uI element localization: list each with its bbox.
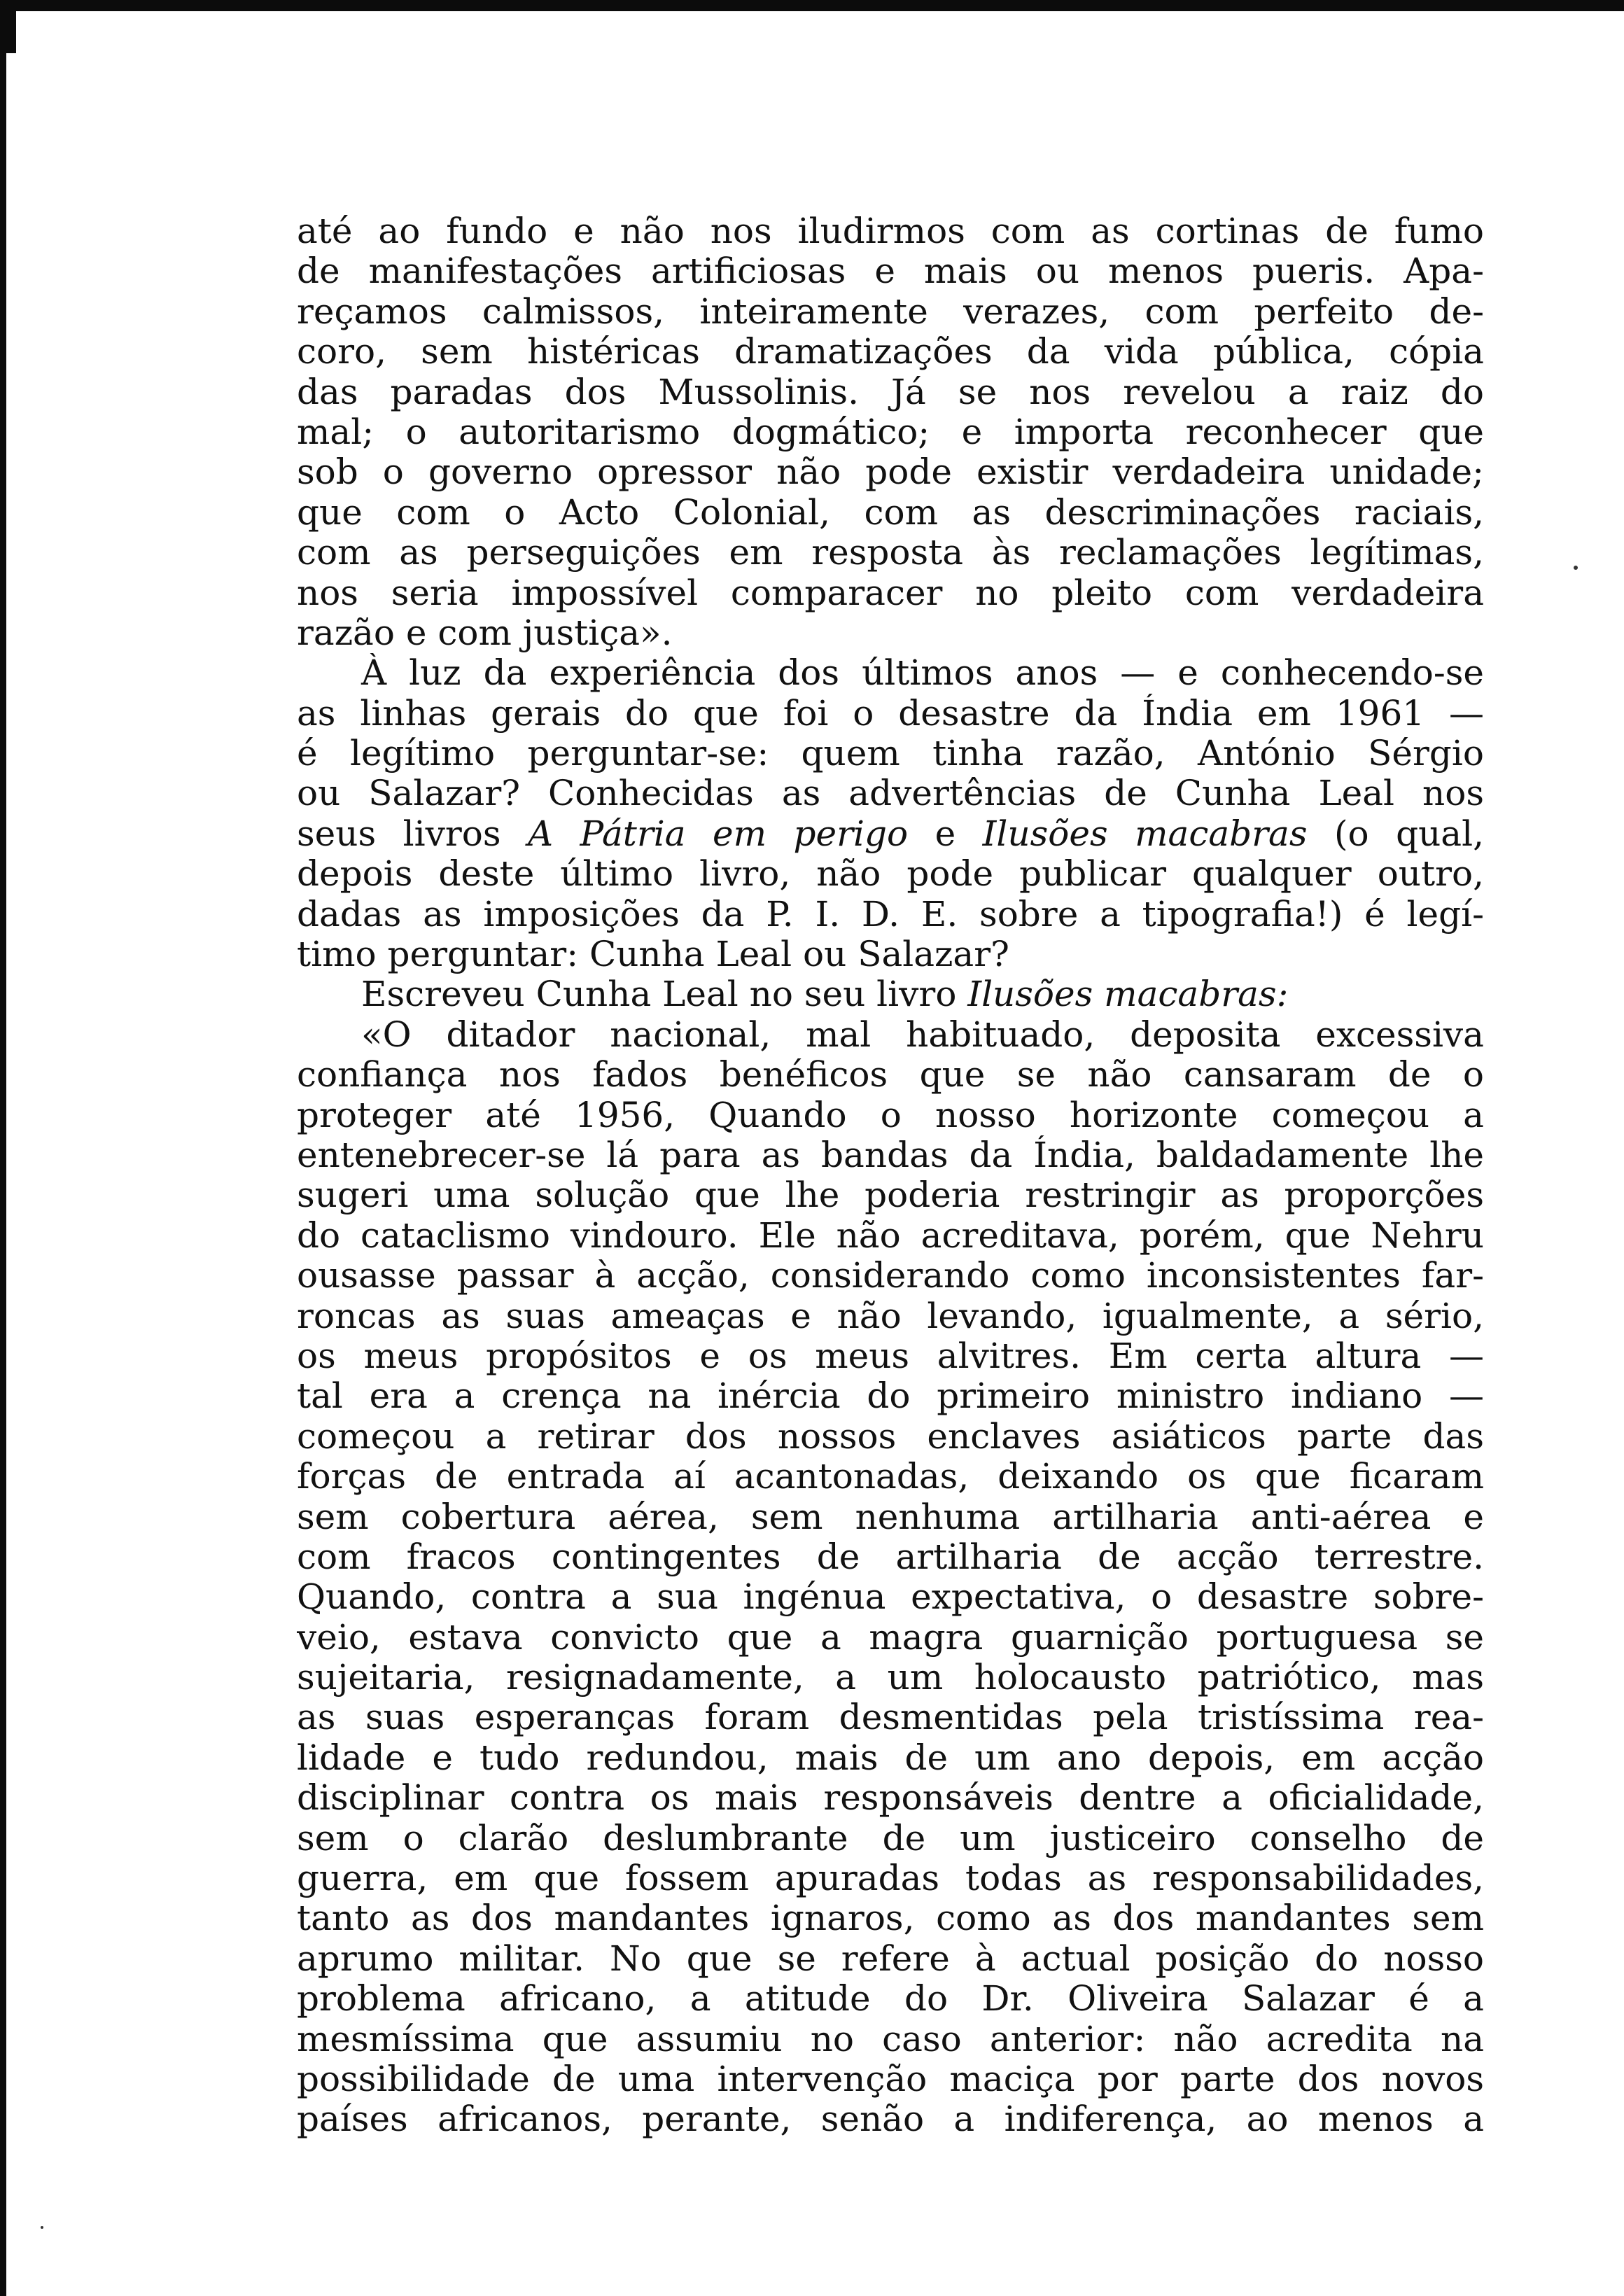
- italic-title: Ilusões macabras: [982, 813, 1308, 854]
- scan-speck: [41, 2226, 43, 2229]
- text-line: com fracos contingentes de artilharia de acção terrestre.: [297, 1536, 1484, 1577]
- text-line: países africanos, perante, senão a indiferença, ao menos a: [297, 2099, 1484, 2140]
- text-line: razão e com justiça».: [297, 612, 673, 653]
- text-line: possibilidade de uma intervenção maciça por parte dos novos: [297, 2059, 1484, 2099]
- text-line: coro, sem histéricas dramatizações da vida pública, cópia: [297, 332, 1484, 372]
- text-line: [297, 974, 1484, 1014]
- text-line: do cataclismo vindouro. Ele não acreditava, porém, que Nehru: [297, 1215, 1484, 1256]
- text-line: começou a retirar dos nossos enclaves asiáticos parte das: [297, 1416, 1484, 1457]
- text-line: sujeitaria, resignadamente, a um holocausto patriótico, mas: [297, 1658, 1484, 1698]
- scan-speck: [1574, 566, 1578, 570]
- text-line: ou Salazar? Conhecidas as advertências de Cunha Leal nos: [297, 774, 1484, 814]
- text-line: sugeri uma solução que lhe poderia restringir as proporções: [297, 1175, 1484, 1216]
- scan-top-border: [0, 0, 1624, 11]
- text-line: de manifestações artificiosas e mais ou menos pueris. Apa-: [297, 251, 1484, 292]
- text-line: À luz da experiência dos últimos anos — e conhecendo-se: [361, 653, 1484, 694]
- scan-corner-mark: [6, 11, 16, 53]
- text-line: tanto as dos mandantes ignaros, como as dos mandantes sem: [297, 1898, 1484, 1939]
- text-line: os meus propósitos e os meus alvitres. Em certa altura —: [297, 1336, 1484, 1376]
- text-segment: Escreveu Cunha Leal no seu livro: [361, 974, 968, 1015]
- text-line: das paradas dos Mussolinis. Já se nos revelou a raiz do: [297, 372, 1484, 412]
- text-line: disciplinar contra os mais responsáveis dentre a oficialidade,: [297, 1778, 1484, 1819]
- body-text: [297, 211, 1484, 2140]
- text-line: Quando, contra a sua ingénua expectativa, o desastre sobre-: [297, 1577, 1484, 1618]
- text-line: aprumo militar. No que se refere à actual posição do nosso: [297, 1938, 1484, 1979]
- text-line: é legítimo perguntar-se: quem tinha razão, António Sérgio: [297, 734, 1484, 774]
- text-line: as suas esperanças foram desmentidas pela tristíssima rea-: [297, 1698, 1484, 1738]
- text-line: guerra, em que fossem apuradas todas as responsabilidades,: [297, 1858, 1484, 1899]
- text-line: que com o Acto Colonial, com as descriminações raciais,: [297, 492, 1484, 533]
- text-line: tal era a crença na inércia do primeiro ministro indiano —: [297, 1376, 1484, 1417]
- text-line: depois deste último livro, não pode publicar qualquer outro,: [297, 854, 1484, 895]
- text-line: reçamos calmissos, inteiramente verazes, com perfeito de-: [297, 291, 1484, 332]
- text-line: timo perguntar: Cunha Leal ou Salazar?: [297, 934, 1009, 975]
- text-line: nos seria impossível comparacer no pleito com verdadeira: [297, 573, 1484, 613]
- text-line: dadas as imposições da P. I. D. E. sobre a tipografia!) é legí-: [297, 894, 1484, 934]
- scan-left-border: [0, 0, 6, 2296]
- italic-title: A Pátria em perigo: [527, 813, 909, 854]
- text-line: proteger até 1956, Quando o nosso horizonte começou a: [297, 1095, 1484, 1135]
- text-line: sob o governo opressor não pode existir verdadeira unidade;: [297, 452, 1484, 493]
- text-line: lidade e tudo redundou, mais de um ano depois, em acção: [297, 1737, 1484, 1778]
- text-line: [297, 814, 1484, 854]
- text-line: problema africano, a atitude do Dr. Oliveira Salazar é a: [297, 1979, 1484, 2019]
- text-line: «O ditador nacional, mal habituado, deposita excessiva: [361, 1014, 1484, 1055]
- text-line: forças de entrada aí acantonadas, deixando os que ficaram: [297, 1457, 1484, 1497]
- text-line: sem o clarão deslumbrante de um justiceiro conselho de: [297, 1818, 1484, 1858]
- text-line: mesmíssima que assumiu no caso anterior: não acredita na: [297, 2019, 1484, 2059]
- text-line: com as perseguições em resposta às reclamações legítimas,: [297, 533, 1484, 573]
- text-line: sem cobertura aérea, sem nenhuma artilharia anti-aérea e: [297, 1497, 1484, 1537]
- text-segment: seus livros: [297, 813, 528, 854]
- text-line: até ao fundo e não nos iludirmos com as cortinas de fumo: [297, 211, 1484, 251]
- text-line: entenebrecer-se lá para as bandas da Índia, baldadamente lhe: [297, 1135, 1484, 1175]
- text-line: veio, estava convicto que a magra guarnição portuguesa se: [297, 1617, 1484, 1658]
- text-line: as linhas gerais do que foi o desastre da Índia em 1961 —: [297, 693, 1484, 734]
- text-segment: e: [908, 813, 983, 854]
- text-line: ousasse passar à acção, considerando como inconsistentes far-: [297, 1256, 1484, 1296]
- text-line: confiança nos fados benéficos que se não cansaram de o: [297, 1055, 1484, 1096]
- italic-title: Ilusões macabras:: [967, 974, 1289, 1015]
- text-line: mal; o autoritarismo dogmático; e importa reconhecer que: [297, 412, 1484, 452]
- text-line: roncas as suas ameaças e não levando, igualmente, a sério,: [297, 1296, 1484, 1336]
- text-segment: (o qual,: [1307, 813, 1484, 854]
